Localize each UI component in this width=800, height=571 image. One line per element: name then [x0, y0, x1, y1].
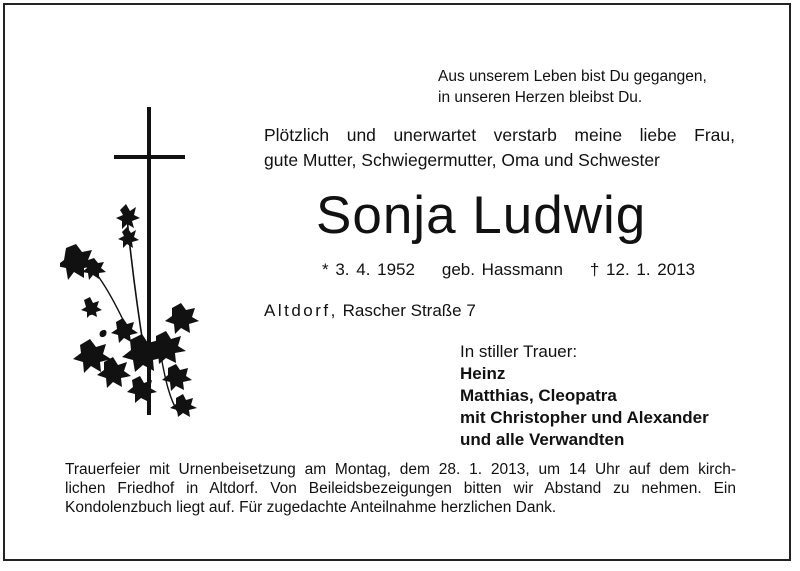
mourner-name: Heinz [460, 364, 506, 383]
address-street: Rascher Straße 7 [342, 301, 476, 320]
cross-with-ivy-icon [60, 100, 205, 420]
intro-line-1: Plötzlich und unerwartet verstarb meine liebe Frau, [264, 125, 735, 145]
funeral-line-1: Trauerfeier mit Urnenbeisetzung am Montag, dem 28. 1. 2013, um 14 Uhr auf dem kirch- [65, 461, 736, 478]
mourners-heading: In stiller Trauer: [460, 342, 578, 361]
verse-line-2: in unseren Herzen bleibst Du. [438, 89, 643, 106]
funeral-line-2: lichen Friedhof in Altdorf. Von Beileidsbezeigungen bitten wir Abstand zu nehmen. Ein [65, 480, 736, 497]
address-place: Altdorf, [264, 301, 338, 320]
death-date: † 12. 1. 2013 [589, 260, 696, 279]
verse [438, 66, 707, 108]
life-dates [322, 259, 695, 281]
maiden-name: geb. Hassmann [441, 260, 563, 279]
mourners [460, 341, 709, 451]
mourner-name: und alle Verwandten [460, 430, 625, 449]
intro-text [264, 123, 735, 173]
intro-line-2: gute Mutter, Schwiegermutter, Oma und Schwester [264, 150, 660, 170]
verse-line-1: Aus unserem Leben bist Du gegangen, [438, 68, 707, 85]
deceased-name: Sonja Ludwig [316, 186, 647, 245]
funeral-line-3: Kondolenzbuch liegt auf. Für zugedachte Anteilnahme herzlichen Dank. [65, 499, 557, 516]
mourner-name: mit Christopher und Alexander [460, 408, 709, 427]
funeral-notice [65, 460, 736, 517]
birth-date: * 3. 4. 1952 [322, 260, 415, 279]
address [264, 300, 476, 322]
mourner-name: Matthias, Cleopatra [460, 386, 617, 405]
